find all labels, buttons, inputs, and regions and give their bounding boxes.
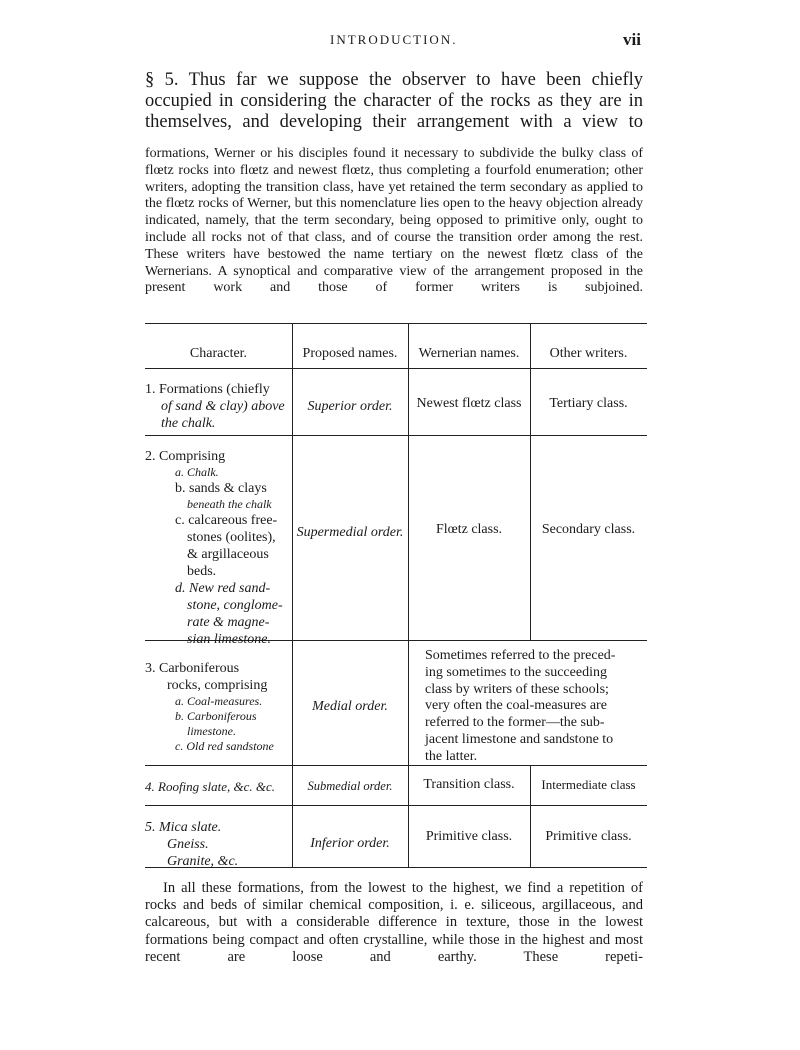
closing-paragraph: In all these formations, from the lowest to the highest, we find a repetition of rocks and beds of similar chemical composition, i. e. siliceous, argillaceous, and calcareous, but with a considerable difference in texture, those in the lowest formations being compact and often crystalline, while those in the highest and most recent are loose and earthy. These repeti- <box>145 880 643 965</box>
row3-note-line: the latter. <box>425 748 478 764</box>
row3-note-line: class by writers of these schools; <box>425 681 609 697</box>
header-other-writers: Other writers. <box>549 346 628 361</box>
row5-other: Primitive class. <box>545 829 632 844</box>
table-col-line-3a <box>530 323 531 640</box>
row2-character-line: stone, conglome- <box>187 598 283 613</box>
row2-character-line: beneath the chalk <box>187 497 272 511</box>
body-paragraph: formations, Werner or his disciples found it necessary to subdivide the bulky class of flœtz rocks into flœtz and newest flœtz, thus completing a fourfold enumeration; other writers, adopting the transition class, have yet retained the term secondary as applied to the flœtz rocks of Werner, but this nomenclature lies open to the heavy objection already indicated, namely, that the term secondary, being opposed to primitive only, ought to include all rocks not of that class, and of course the transition order among the rest. These writers have bestowed the name tertiary on the newest flœtz class of the Wernerians. A synoptical and comparative view of the arrangement proposed in the present work and those of former writers is subjoined. <box>145 146 643 296</box>
row2-character-line: stones (oolites), <box>187 530 276 545</box>
row2-proposed: Supermedial order. <box>296 525 404 540</box>
row5-wernerian: Primitive class. <box>425 829 513 844</box>
row3-character-line: c. Old red sandstone <box>175 739 274 753</box>
row1-other: Tertiary class. <box>549 396 628 411</box>
row3-proposed: Medial order. <box>312 699 388 714</box>
row4-character: 4. Roofing slate, &c. &c. <box>145 779 275 794</box>
table-rule-row1 <box>145 435 647 436</box>
row3-character <box>145 660 291 754</box>
row1-character-line: of sand & clay) above <box>161 399 285 414</box>
row2-wernerian: Flœtz class. <box>435 522 503 537</box>
row3-character-line: b. Carboniferous <box>175 709 257 723</box>
row1-wernerian: Newest flœtz class <box>416 396 522 411</box>
row5-proposed: Inferior order. <box>310 836 390 851</box>
row2-character-line: & argillaceous <box>187 547 269 562</box>
table-rule-top <box>145 323 647 324</box>
row5-character <box>145 819 291 870</box>
row3-note-line: Sometimes referred to the preced- <box>425 648 616 663</box>
header-proposed-names: Proposed names. <box>302 346 398 361</box>
row3-note <box>425 648 647 766</box>
row2-character-line: beds. <box>187 564 217 579</box>
row2-character-line: rate & magne- <box>187 615 270 630</box>
row1-proposed: Superior order. <box>307 399 393 414</box>
row2-other: Secondary class. <box>541 522 636 537</box>
header-character: Character. <box>189 346 248 361</box>
table-rule-row4 <box>145 805 647 806</box>
row3-character-line: rocks, comprising <box>167 678 268 693</box>
row2-character-line: 2. Comprising <box>145 449 226 464</box>
row1-character-line: 1. Formations (chiefly <box>145 382 270 397</box>
row5-character-line: 5. Mica slate. <box>145 820 222 835</box>
table-rule-header <box>145 368 647 369</box>
row2-character <box>145 448 291 648</box>
lead-paragraph: § 5. Thus far we suppose the observer to have been chiefly occupied in considering the character of the rocks as they are in themselves, and developing their arrangement with a view to <box>145 70 643 132</box>
row2-character-line: c. calcareous free- <box>175 513 278 528</box>
header-wernerian-names: Wernerian names. <box>418 346 520 361</box>
row3-note-line: ing sometimes to the succeeding <box>425 664 607 680</box>
row2-character-line: d. New red sand- <box>175 581 271 596</box>
row1-character-line: the chalk. <box>161 416 216 431</box>
row5-character-line: Granite, &c. <box>167 854 239 869</box>
row4-other: Intermediate class <box>541 777 636 792</box>
row1-character <box>145 381 291 432</box>
row3-note-line: very often the coal-measures are <box>425 698 607 714</box>
row4-proposed: Submedial order. <box>307 779 393 793</box>
row3-character-line: 3. Carboniferous <box>145 661 240 676</box>
row2-character-line: sian limestone. <box>187 632 271 647</box>
running-title: INTRODUCTION. <box>330 32 458 47</box>
row3-character-line: limestone. <box>187 724 236 738</box>
row2-character-line: b. sands & clays <box>175 481 267 496</box>
row5-character-line: Gneiss. <box>167 837 209 852</box>
page-number: vii <box>623 30 641 49</box>
row3-note-line: referred to the former—the sub- <box>425 715 605 731</box>
row4-wernerian: Transition class. <box>423 777 515 792</box>
row3-note-line: jacent limestone and sandstone to <box>425 731 614 747</box>
row3-character-line: a. Coal-measures. <box>175 694 263 708</box>
running-header <box>145 30 645 54</box>
row2-character-line: a. Chalk. <box>175 465 219 479</box>
